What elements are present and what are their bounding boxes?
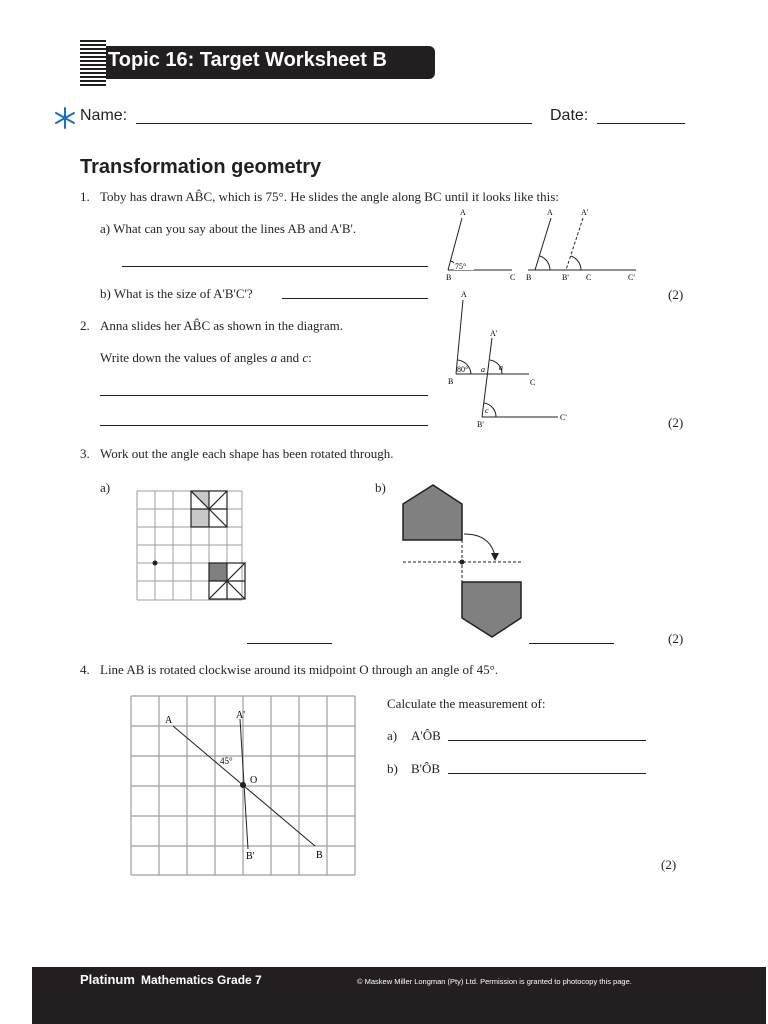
q2-angle-a-right: a bbox=[499, 363, 503, 372]
q4b-angle: B'ÔB bbox=[411, 761, 441, 776]
q4-label-A: A bbox=[165, 715, 173, 726]
q3a-grid-diagram bbox=[136, 490, 246, 602]
q3-number: 3. bbox=[80, 446, 90, 461]
q1-text: Toby has drawn AB̂C, which is 75°. He slides the angle along BC until it looks like this: bbox=[100, 189, 559, 204]
q2-angle-label: 80° bbox=[457, 365, 469, 374]
q4b-prefix: b) bbox=[387, 761, 398, 776]
footer-brand: Platinum bbox=[80, 972, 135, 987]
q4-text: Line AB is rotated clockwise around its midpoint O through an angle of 45°. bbox=[100, 662, 499, 677]
q2-diagram bbox=[444, 286, 584, 434]
q1-label-A-prime: A' bbox=[581, 208, 589, 217]
q1-label-A-shift: A bbox=[547, 208, 553, 217]
q1-label-A: A bbox=[460, 208, 466, 217]
name-label: Name: bbox=[80, 107, 128, 124]
q2-label-C: C bbox=[530, 378, 536, 387]
q3b-answer-line[interactable] bbox=[529, 643, 614, 644]
q1-label-B: B bbox=[446, 273, 452, 282]
q3a-label: a) bbox=[100, 480, 111, 495]
footer-copyright: © Maskew Miller Longman (Pty) Ltd. Permission is granted to photocopy this page. bbox=[357, 977, 632, 986]
q3b-label: b) bbox=[375, 480, 386, 495]
q2-label-A-prime: A' bbox=[490, 329, 498, 338]
q1a-answer-line[interactable] bbox=[122, 266, 428, 267]
q2-angle-c: c bbox=[485, 406, 489, 415]
q2-label-B: B bbox=[448, 377, 454, 386]
q1-label-C: C bbox=[510, 273, 516, 282]
star-icon bbox=[54, 106, 76, 130]
q4-marks: (2) bbox=[661, 857, 677, 872]
q4-label-B: B bbox=[316, 850, 323, 861]
q3-marks: (2) bbox=[668, 631, 684, 646]
page-title: Topic 16: Target Worksheet B bbox=[108, 49, 387, 71]
q4-label-B-prime: B' bbox=[246, 851, 255, 862]
q4-label-A-prime: A' bbox=[236, 710, 246, 721]
q3-text: Work out the angle each shape has been rotated through. bbox=[100, 446, 394, 461]
q4-number: 4. bbox=[80, 662, 90, 677]
q4-calc-text: Calculate the measurement of: bbox=[387, 696, 546, 711]
q2-label-A: A bbox=[461, 290, 467, 299]
q1a-text: a) What can you say about the lines AB and A'B'. bbox=[100, 221, 357, 236]
q1-diagram bbox=[440, 204, 650, 288]
q2-label-C-prime: C' bbox=[560, 413, 567, 422]
q1-angle-label: 75° bbox=[455, 262, 467, 271]
q3b-diagram bbox=[398, 482, 528, 642]
q4-angle-label: 45° bbox=[220, 756, 233, 766]
q1-number: 1. bbox=[80, 189, 90, 204]
q1-marks: (2) bbox=[668, 287, 684, 302]
q2-marks: (2) bbox=[668, 415, 684, 430]
q2-answer-line-1[interactable] bbox=[100, 395, 428, 396]
q4a-answer-line[interactable] bbox=[448, 740, 646, 741]
q1-label-C-prime: C' bbox=[628, 273, 635, 282]
q1-label-B-prime: B' bbox=[562, 273, 569, 282]
q1b-answer-line[interactable] bbox=[282, 298, 428, 299]
q1-label-B-shift: B bbox=[526, 273, 532, 282]
q4a-angle: A'ÔB bbox=[411, 728, 441, 743]
q1b-text: b) What is the size of A'B'C'? bbox=[100, 286, 253, 301]
name-field[interactable] bbox=[136, 123, 532, 124]
q2-text: Anna slides her AB̂C as shown in the diagram. bbox=[100, 318, 343, 333]
q3a-answer-line[interactable] bbox=[247, 643, 332, 644]
q4-label-O: O bbox=[250, 775, 258, 786]
section-title: Transformation geometry bbox=[80, 156, 322, 178]
date-label: Date: bbox=[550, 107, 589, 124]
q4-grid-diagram bbox=[130, 695, 358, 877]
date-field[interactable] bbox=[597, 123, 685, 124]
q2-answer-line-2[interactable] bbox=[100, 425, 428, 426]
q2-number: 2. bbox=[80, 318, 90, 333]
q1-label-C-shift: C bbox=[586, 273, 592, 282]
q2-angle-a-left: a bbox=[481, 365, 485, 374]
q4b-answer-line[interactable] bbox=[448, 773, 646, 774]
q4a-prefix: a) bbox=[387, 728, 398, 743]
q2-label-B-prime: B' bbox=[477, 420, 484, 429]
q2-instruction: Write down the values of angles a and c: bbox=[100, 350, 312, 365]
footer-subject: Mathematics Grade 7 bbox=[141, 973, 262, 987]
banner-stripes bbox=[80, 40, 106, 86]
